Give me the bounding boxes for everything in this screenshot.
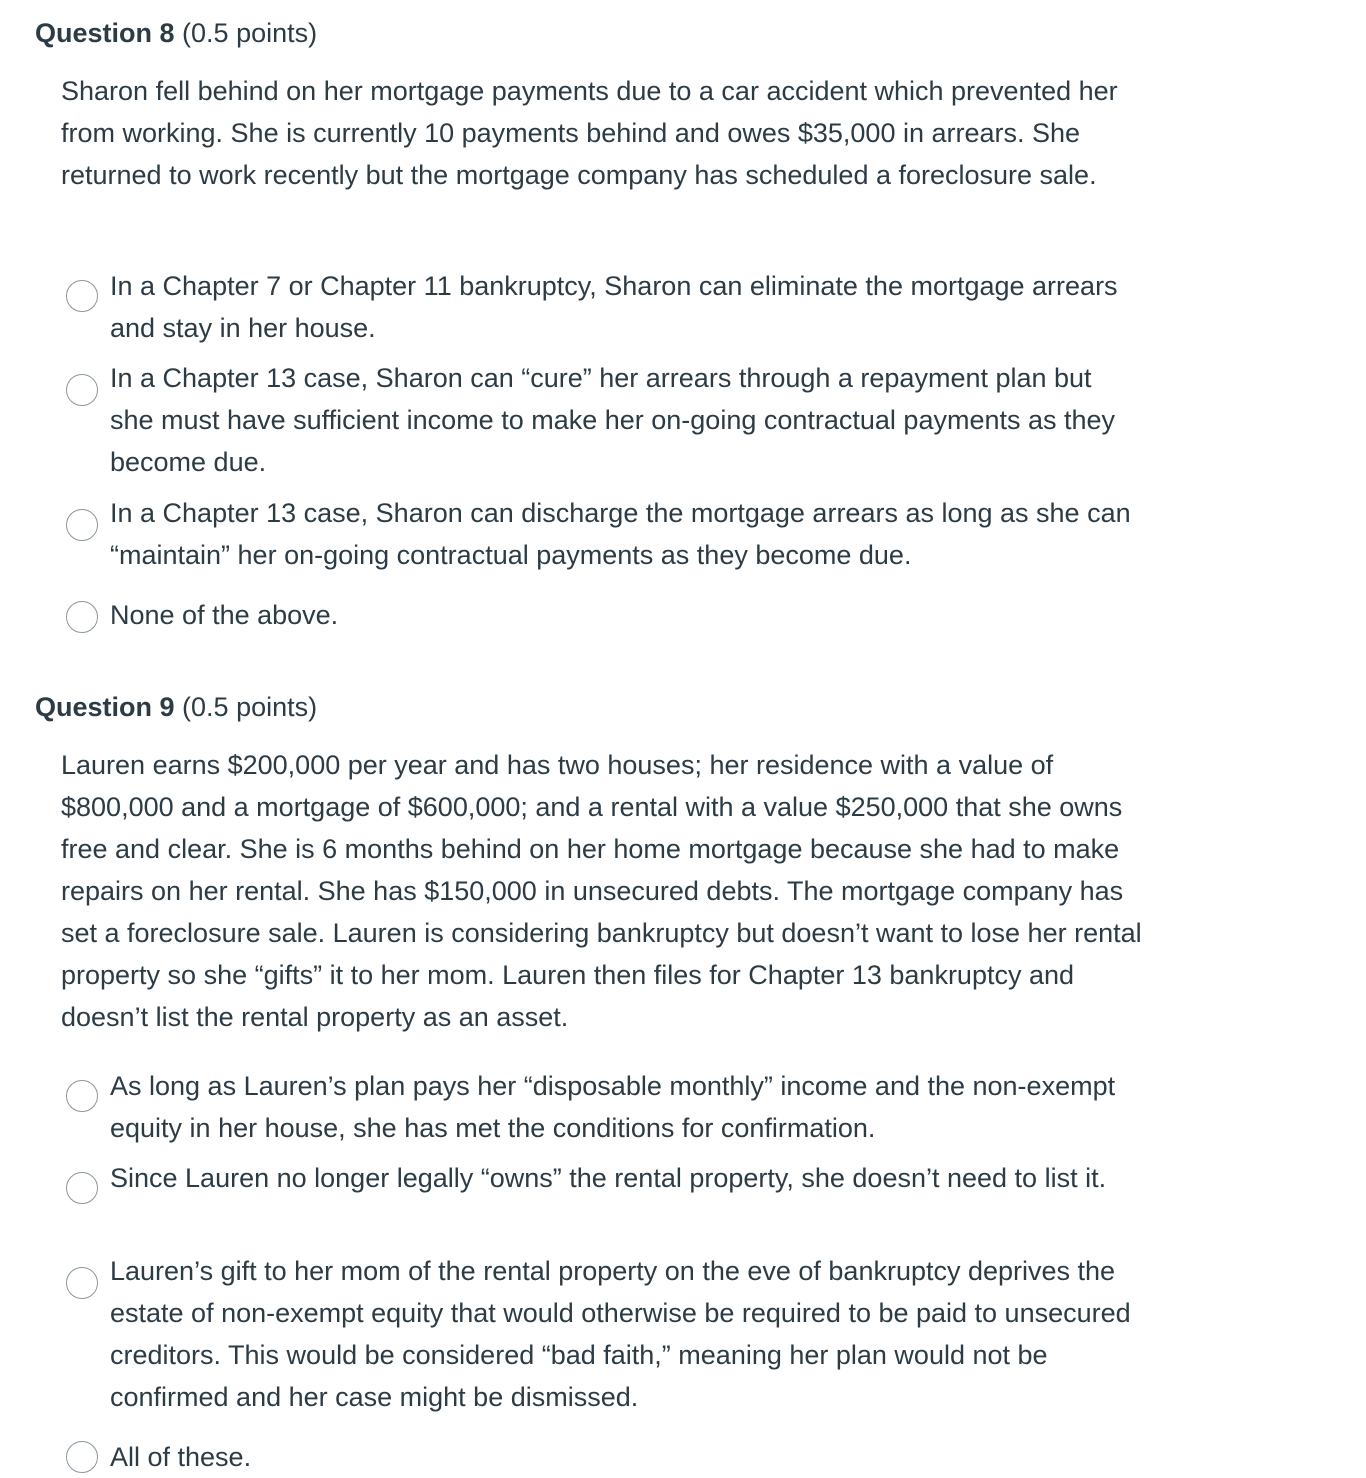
radio-button[interactable] [66, 1080, 98, 1112]
question-9-header [35, 690, 317, 724]
question-9-points: (0.5 points) [182, 692, 318, 722]
option-label[interactable]: Lauren’s gift to her mom of the rental property on the eve of bankruptcy deprives the estate of non-exempt equity that would otherwise be required to be paid to unsecured creditors. This would be considered “bad faith,” meaning her plan would not be confirmed and her case might be dismissed. [110, 1256, 1131, 1412]
radio-button[interactable] [66, 509, 98, 541]
question-8-title: Question 8 [35, 18, 175, 48]
option-label[interactable]: In a Chapter 13 case, Sharon can discharge the mortgage arrears as long as she can “maintain” her on-going contractual payments as they become due. [110, 498, 1131, 570]
question-8-text: Sharon fell behind on her mortgage payments due to a car accident which prevented her from working. She is currently 10 payments behind and owes $35,000 in arrears. She returned to work recently but the mortgage company has scheduled a foreclosure sale. [61, 76, 1118, 190]
question-8-points: (0.5 points) [182, 18, 318, 48]
radio-button[interactable] [66, 374, 98, 406]
radio-button[interactable] [66, 1441, 98, 1473]
option-label[interactable]: All of these. [110, 1442, 252, 1472]
option-label[interactable]: In a Chapter 7 or Chapter 11 bankruptcy, Sharon can eliminate the mortgage arrears and stay in her house. [110, 271, 1118, 343]
option-label[interactable]: None of the above. [110, 600, 339, 630]
radio-button[interactable] [66, 1172, 98, 1204]
option-label[interactable]: Since Lauren no longer legally “owns” the rental property, she doesn’t need to list it. [110, 1163, 1107, 1193]
radio-button[interactable] [66, 280, 98, 312]
option-label[interactable]: As long as Lauren’s plan pays her “disposable monthly” income and the non-exempt equity in her house, she has met the conditions for confirmation. [110, 1071, 1116, 1143]
question-9-text: Lauren earns $200,000 per year and has two houses; her residence with a value of $800,000 and a mortgage of $600,000; and a rental with a value $250,000 that she owns free and clear. She is 6 months behind on her home mortgage because she had to make repairs on her rental. She has $150,000 in unsecured debts. The mortgage company has set a foreclosure sale. Lauren is considering bankruptcy but doesn’t want to lose her rental property so she “gifts” it to her mom. Lauren then files for Chapter 13 bankruptcy and doesn’t list the rental property as an asset. [61, 750, 1142, 1032]
question-9-title: Question 9 [35, 692, 175, 722]
option-label[interactable]: In a Chapter 13 case, Sharon can “cure” her arrears through a repayment plan but she must have sufficient income to make her on-going contractual payments as they become due. [110, 363, 1116, 477]
question-8-header [35, 16, 317, 50]
radio-button[interactable] [66, 1267, 98, 1299]
radio-button[interactable] [66, 601, 98, 633]
